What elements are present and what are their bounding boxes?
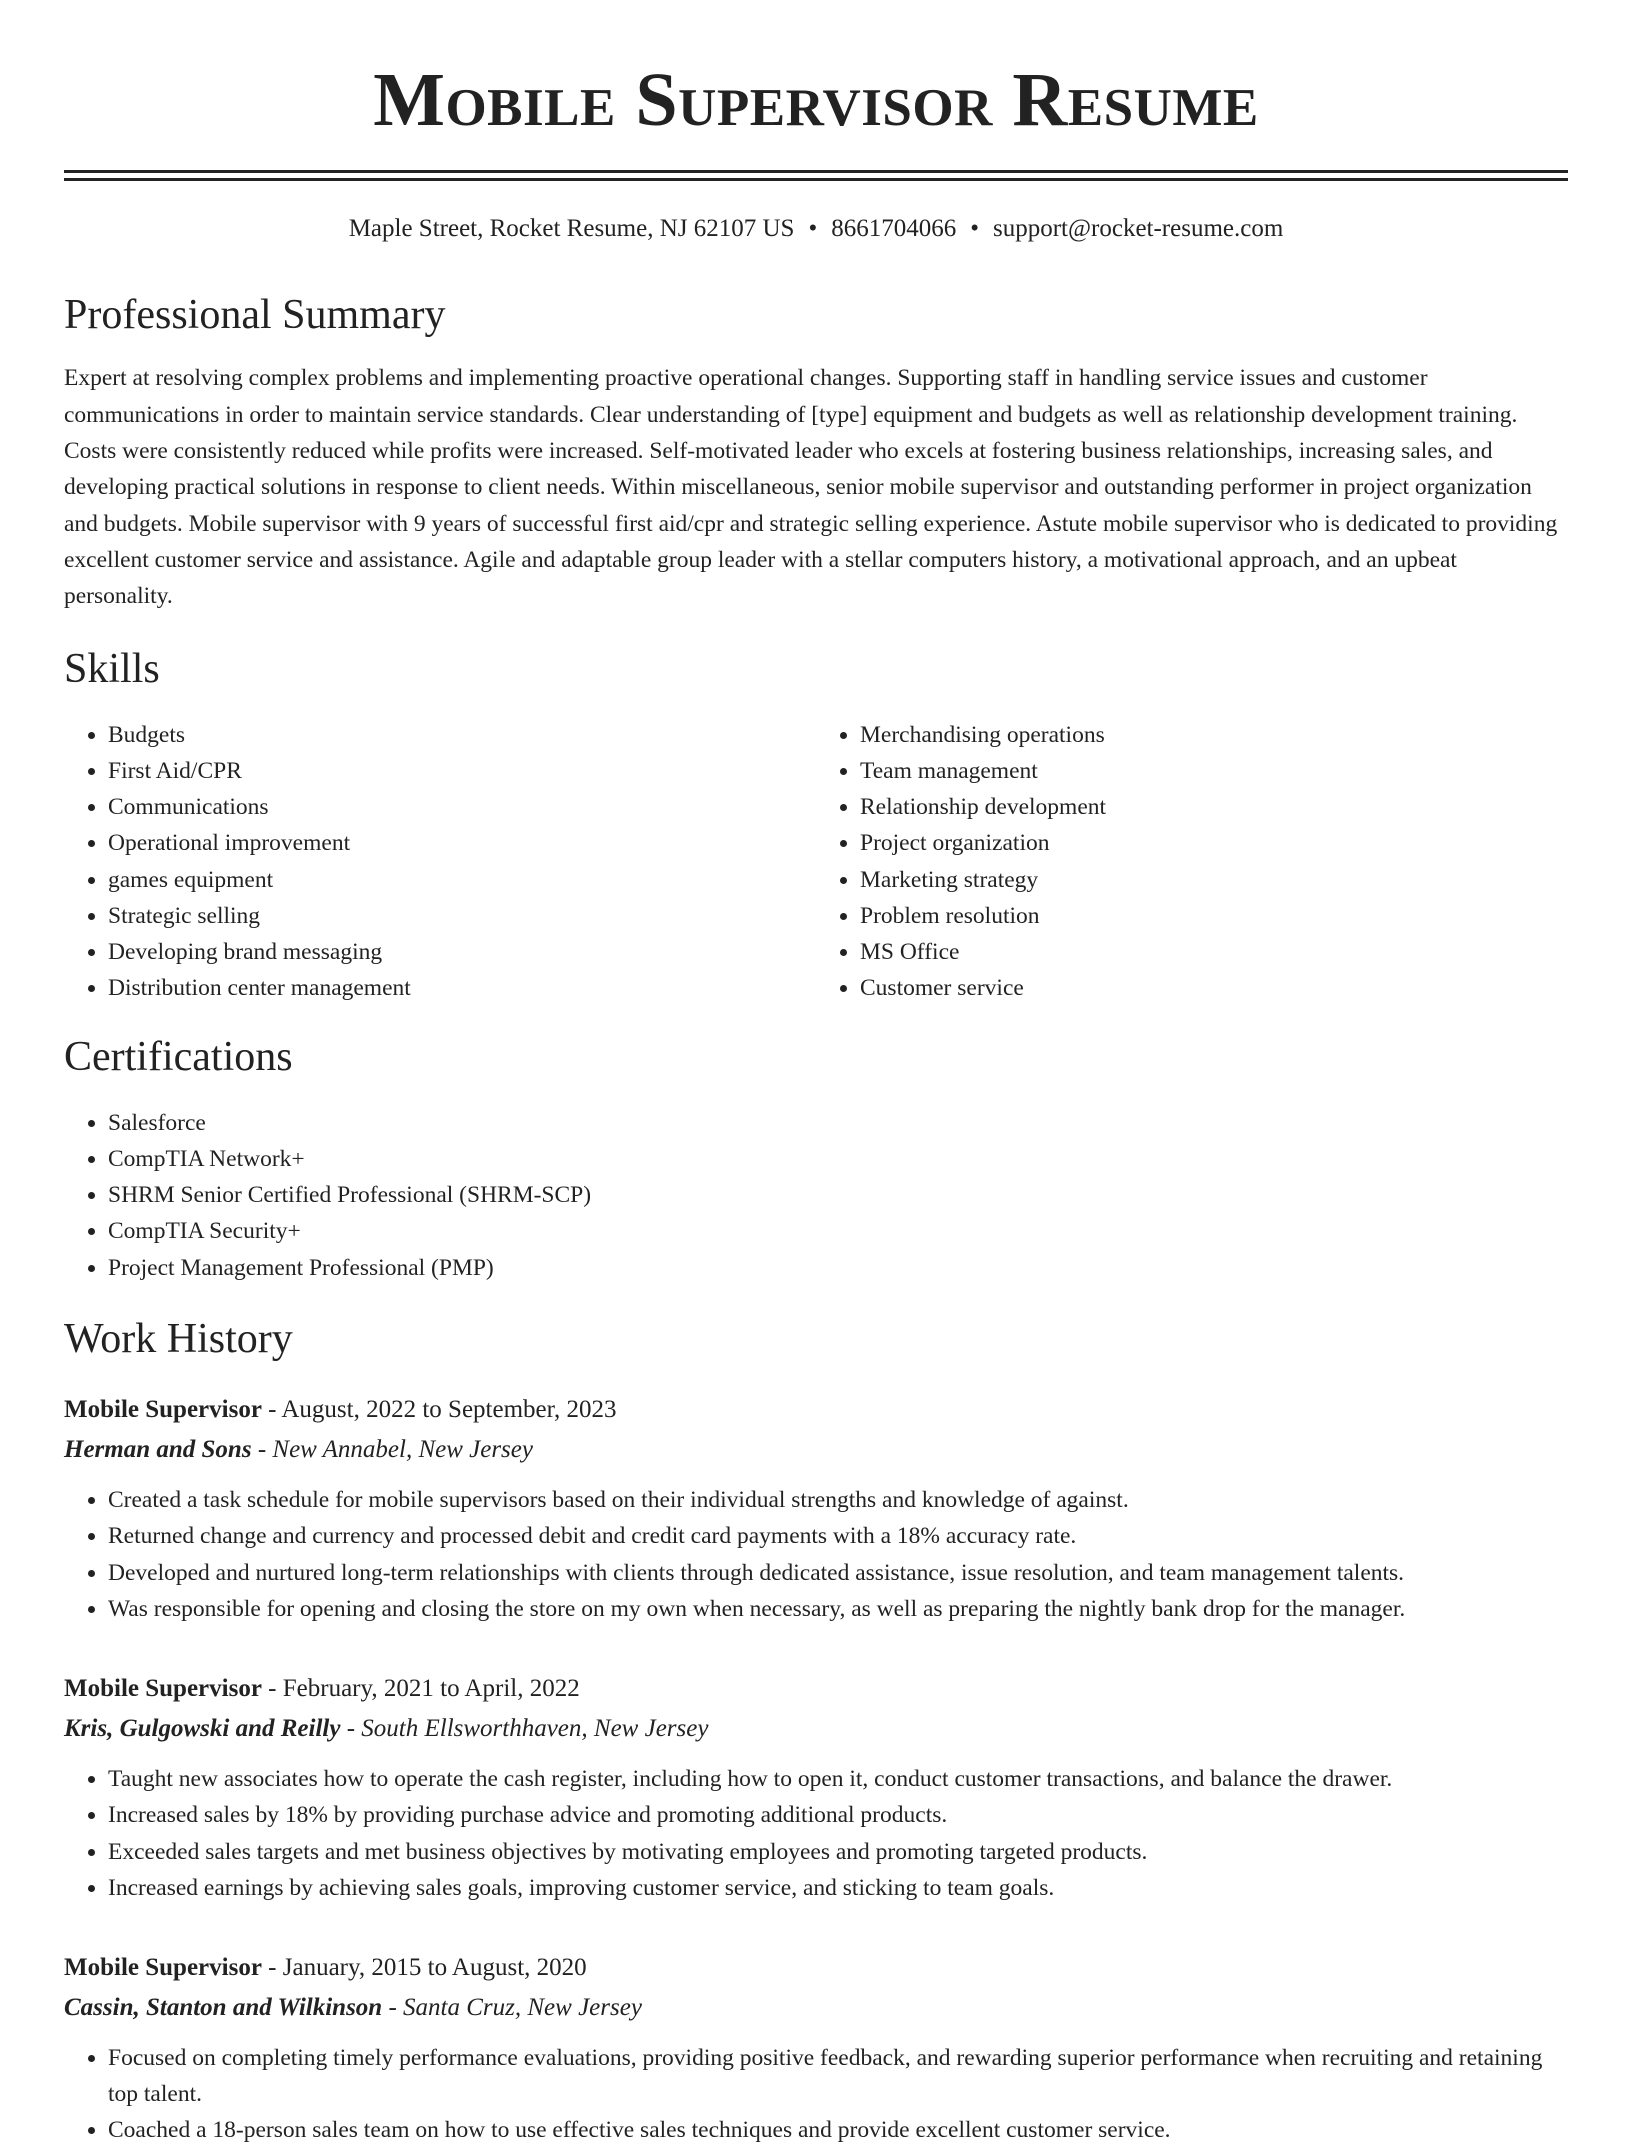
- certification-item: • Project Management Professional (PMP): [108, 1250, 1568, 1286]
- job-bullet: • Returned change and currency and processed debit and credit card payments with a 18% accuracy rate.: [108, 1518, 1568, 1554]
- job-company-line: [64, 1430, 1568, 1470]
- contact-separator: •: [970, 215, 979, 242]
- job-company-line: [64, 1988, 1568, 2028]
- job-bullet: • Developed and nurtured long-term relationships with clients through dedicated assistance, issue resolution, and team management talents.: [108, 1555, 1568, 1591]
- job-bullet: • Was responsible for opening and closing the store on my own when necessary, as well as preparing the nightly bank drop for the manager.: [108, 1591, 1568, 1627]
- skills-columns: [64, 717, 1568, 1007]
- job-title-line: [64, 1948, 1568, 1988]
- job-bullet: • Taught new associates how to operate the cash register, including how to open it, conduct customer transactions, and balance the drawer.: [108, 1761, 1568, 1797]
- job-location: - South Ellsworthhaven, New Jersey: [340, 1715, 709, 1743]
- title-divider: [64, 170, 1568, 181]
- job-company: Cassin, Stanton and Wilkinson: [64, 1993, 383, 2021]
- job-title: Mobile Supervisor: [64, 1675, 262, 1703]
- contact-separator: •: [808, 215, 818, 242]
- certifications-list: [64, 1105, 1568, 1286]
- job-bullets: [64, 1482, 1568, 1627]
- job-dates: - August, 2022 to September, 2023: [261, 1396, 617, 1424]
- certifications-section: [64, 1032, 1568, 1285]
- job-dates: - January, 2015 to August, 2020: [261, 1953, 587, 1981]
- contact-line: [64, 214, 1568, 244]
- skill-item: • Communications: [108, 789, 816, 825]
- skill-item: • First Aid/CPR: [108, 753, 816, 789]
- job-entry: [64, 1669, 1568, 1906]
- work-history-section: [64, 1314, 1568, 2149]
- skill-item: • Budgets: [108, 717, 816, 753]
- skill-item: • Merchandising operations: [860, 717, 1568, 753]
- skills-heading: Skills: [64, 646, 160, 693]
- certification-item: • Salesforce: [108, 1105, 1568, 1141]
- job-location: - Santa Cruz, New Jersey: [382, 1993, 642, 2021]
- summary-heading: Professional Summary: [64, 292, 446, 338]
- skill-item: • MS Office: [860, 934, 1568, 970]
- job-entry: [64, 1390, 1568, 1627]
- job-company-line: [64, 1709, 1568, 1749]
- job-company: Herman and Sons: [64, 1436, 252, 1464]
- skill-item: • Developing brand messaging: [108, 934, 816, 970]
- job-dates: - February, 2021 to April, 2022: [261, 1675, 580, 1703]
- job-bullet: • Created a task schedule for mobile supervisors based on their individual strengths and knowledge of against.: [108, 1482, 1568, 1518]
- skill-item: • Distribution center management: [108, 970, 816, 1006]
- work-history-heading: Work History: [64, 1315, 293, 1362]
- job-entry: [64, 1948, 1568, 2149]
- job-title-line: [64, 1669, 1568, 1709]
- job-company: Kris, Gulgowski and Reilly: [64, 1715, 341, 1743]
- contact-address: Maple Street, Rocket Resume, NJ 62107 US: [348, 215, 795, 242]
- summary-text: Expert at resolving complex problems and implementing proactive operational changes. Supporting staff in handling service issues and customer communications in order to maintain service standards. Clear understanding of [type] equipment and budgets as well as relationship development training. Costs were consistently reduced while profits were increased. Self-motivated leader who excels at fostering business relationships, increasing sales, and developing practical solutions in response to client needs. Within miscellaneous, senior mobile supervisor and outstanding performer in project organization and budgets. Mobile supervisor with 9 years of successful first aid/cpr and strategic selling experience. Astute mobile supervisor who is dedicated to providing excellent customer service and assistance. Agile and adaptable group leader with a stellar computers history, a motivational approach, and an upbeat personality.: [64, 365, 1558, 610]
- job-bullet: • Exceeded sales targets and met business objectives by motivating employees and promoting targeted products.: [108, 1834, 1568, 1870]
- certification-item: • CompTIA Network+: [108, 1141, 1568, 1177]
- skill-item: • Marketing strategy: [860, 862, 1568, 898]
- skill-item: • Team management: [860, 753, 1568, 789]
- certification-item: • SHRM Senior Certified Professional (SHRM-SCP): [108, 1177, 1568, 1213]
- skills-section: [64, 644, 1568, 1006]
- skills-list-right: [816, 717, 1568, 1007]
- job-bullets: [64, 2040, 1568, 2149]
- job-bullet: • Focused on completing timely performance evaluations, providing positive feedback, and rewarding superior performance when recruiting and retaining top talent.: [108, 2040, 1568, 2112]
- skills-list-left: [64, 717, 816, 1007]
- job-bullets: [64, 1761, 1568, 1906]
- skill-item: • Relationship development: [860, 789, 1568, 825]
- skill-item: • games equipment: [108, 862, 816, 898]
- skill-item: • Operational improvement: [108, 825, 816, 861]
- skill-item: • Project organization: [860, 825, 1568, 861]
- job-location: - New Annabel, New Jersey: [251, 1436, 533, 1464]
- job-title-line: [64, 1390, 1568, 1430]
- resume-title: Mobile Supervisor Resume: [373, 58, 1259, 142]
- job-title: Mobile Supervisor: [64, 1396, 262, 1424]
- summary-section: [64, 290, 1568, 614]
- skill-item: • Problem resolution: [860, 898, 1568, 934]
- certification-item: • CompTIA Security+: [108, 1213, 1568, 1249]
- contact-email: support@rocket-resume.com: [993, 215, 1284, 242]
- job-bullet: • Coached a 18-person sales team on how to use effective sales techniques and provide excellent customer service.: [108, 2112, 1568, 2148]
- job-bullet: • Increased earnings by achieving sales goals, improving customer service, and sticking to team goals.: [108, 1870, 1568, 1906]
- job-bullet: • Increased sales by 18% by providing purchase advice and promoting additional products.: [108, 1797, 1568, 1833]
- skill-item: • Customer service: [860, 970, 1568, 1006]
- job-title: Mobile Supervisor: [64, 1953, 262, 1981]
- skill-item: • Strategic selling: [108, 898, 816, 934]
- certifications-heading: Certifications: [64, 1034, 293, 1081]
- contact-phone: 8661704066: [831, 215, 957, 242]
